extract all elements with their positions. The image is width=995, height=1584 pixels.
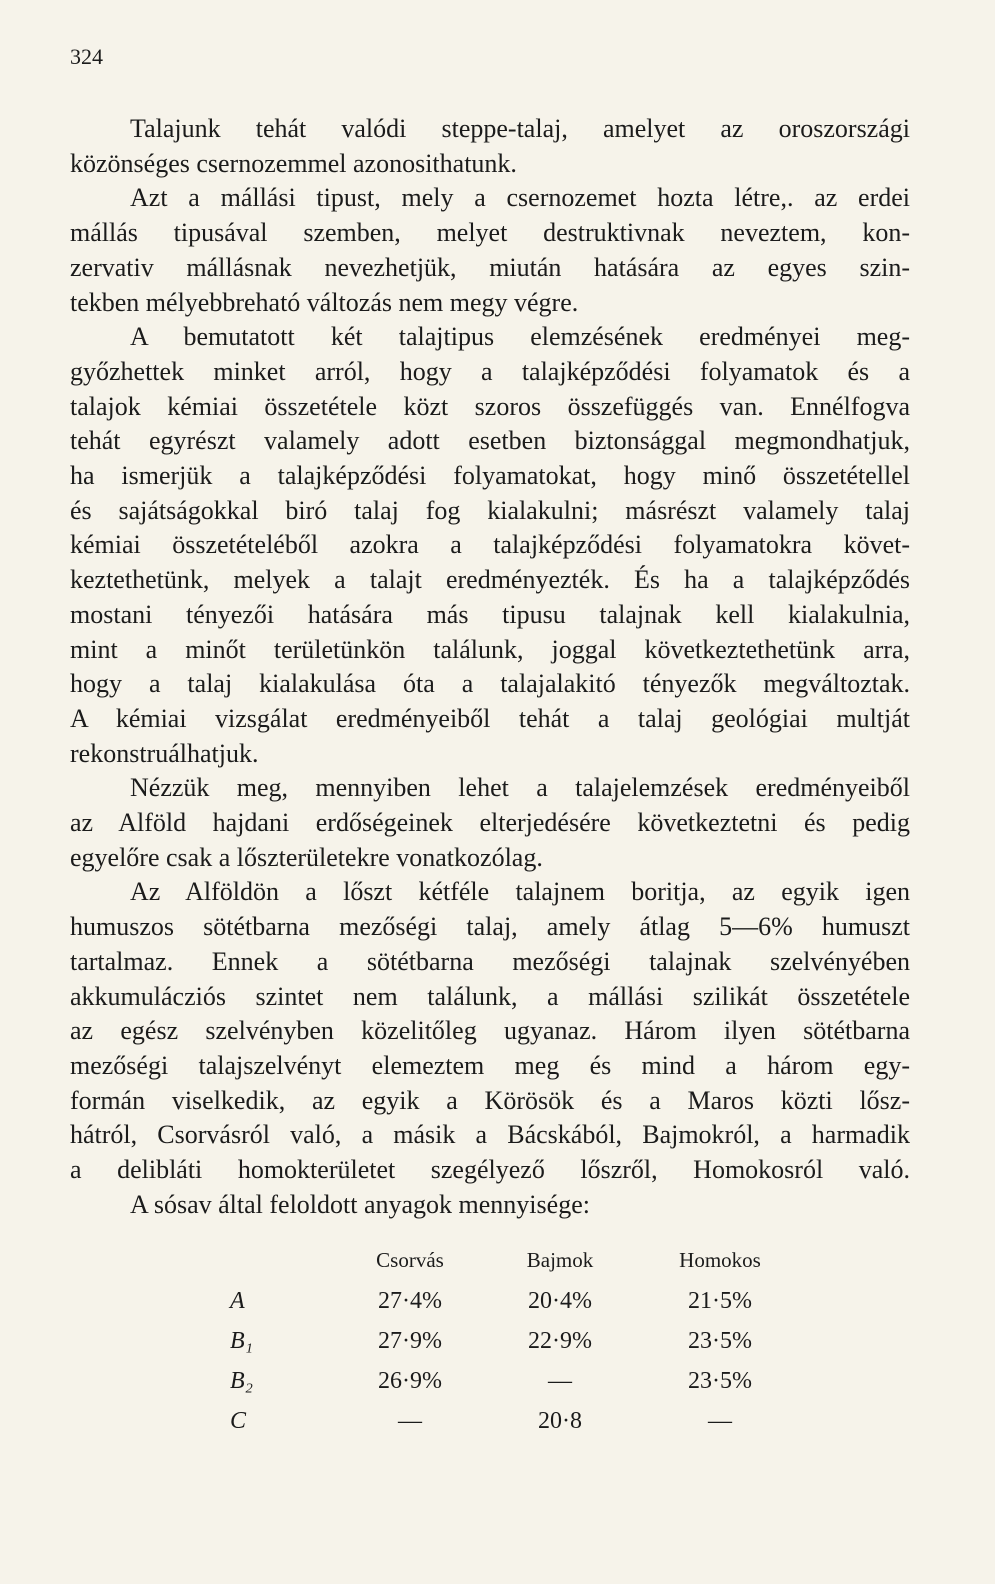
table-cell: 22·9% bbox=[528, 1328, 592, 1354]
text-line: ha ismerjük a talajképződési folyamatokat, hogy minő összetétellel bbox=[70, 461, 910, 491]
body-text bbox=[70, 112, 910, 1223]
table-cell: 20·8 bbox=[538, 1408, 582, 1434]
text-line: tartalmaz. Ennek a sötétbarna mezőségi talajnak szelvényében bbox=[70, 946, 910, 976]
text-line: rekonstruálhatjuk. bbox=[70, 738, 259, 768]
text-line: Talajunk tehát valódi steppe-talaj, amelyet az oroszországi bbox=[130, 114, 910, 143]
text-line: egyelőre csak a lőszterületekre vonatkozólag. bbox=[70, 842, 543, 872]
table-row bbox=[220, 1328, 780, 1368]
table-cell: A bbox=[230, 1288, 245, 1314]
text-line: Nézzük meg, mennyiben lehet a talajelemzések eredményeiből bbox=[130, 773, 910, 803]
table-cell: B₂ bbox=[230, 1368, 254, 1394]
text-line: A kémiai vizsgálat eredményeiből tehát a talaj geológiai multját bbox=[70, 703, 910, 733]
text-line: győzhettek minket arról, hogy a talajképződési folyamatok és a bbox=[70, 356, 910, 386]
table-cell: — bbox=[398, 1408, 422, 1434]
table-cell: — bbox=[548, 1368, 572, 1394]
text-line: mint a minőt területünkön találunk, joggal következtethetünk arra, bbox=[70, 634, 910, 664]
text-line: közönséges csernozemmel azonosithatunk. bbox=[70, 148, 517, 178]
text-line: formán viselkedik, az egyik a Körösök és a Maros közti lősz- bbox=[70, 1085, 910, 1115]
text-line: hogy a talaj kialakulása óta a talajalakitó tényezők megváltoztak. bbox=[70, 669, 910, 699]
text-line: tehát egyrészt valamely adott esetben biztonsággal megmondhatjuk, bbox=[70, 426, 910, 456]
table-cell: B₁ bbox=[230, 1328, 254, 1354]
table-cell: C bbox=[230, 1408, 247, 1434]
text-line: tekben mélyebbreható változás nem megy végre. bbox=[70, 287, 579, 317]
table-header-cell: Bajmok bbox=[526, 1248, 594, 1272]
table-row bbox=[220, 1408, 780, 1448]
text-line: zervativ mállásnak nevezhetjük, miután hatására az egyes szin- bbox=[70, 252, 910, 282]
table-cell: 23·5% bbox=[688, 1368, 752, 1394]
page-number: 324 bbox=[70, 44, 103, 69]
table-cell: 23·5% bbox=[688, 1328, 752, 1354]
table-cell: 21·5% bbox=[688, 1288, 752, 1314]
text-line: hátról, Csorvásról való, a másik a Bácskából, Bajmokról, a harmadik bbox=[70, 1120, 910, 1150]
table-cell: 27·4% bbox=[378, 1288, 442, 1314]
text-line: mállás tipusával szemben, melyet destruktivnak neveztem, kon- bbox=[70, 218, 910, 248]
text-line: az Alföld hajdani erdőségeinek elterjedésére következtetni és pedig bbox=[70, 808, 910, 838]
table-row bbox=[220, 1368, 780, 1408]
table-cell: — bbox=[708, 1408, 732, 1434]
table-cell: 26·9% bbox=[378, 1368, 442, 1394]
text-line: kémiai összetételéből azokra a talajképződési folyamatokra követ- bbox=[70, 530, 910, 560]
table-header-cell: Csorvás bbox=[376, 1248, 444, 1272]
text-line: humuszos sötétbarna mezőségi talaj, amely átlag 5—6% humuszt bbox=[70, 912, 910, 942]
text-line: az egész szelvényben közelitőleg ugyanaz. Három ilyen sötétbarna bbox=[70, 1016, 910, 1046]
text-line: Azt a mállási tipust, mely a csernozemet hozta létre,. az erdei bbox=[130, 183, 910, 213]
table-row bbox=[220, 1288, 780, 1328]
text-line: mezőségi talajszelvényt elemeztem meg és mind a három egy- bbox=[70, 1050, 910, 1080]
table-header-row bbox=[220, 1248, 780, 1288]
text-line: akkumulácziós szintet nem találunk, a mállási szilikát összetétele bbox=[70, 981, 910, 1011]
text-line: a delibláti homokterületet szegélyező lőszről, Homokosról való. bbox=[70, 1155, 910, 1185]
solubility-table bbox=[220, 1248, 780, 1448]
text-line: és sajátságokkal biró talaj fog kialakulni; másrészt valamely talaj bbox=[70, 495, 910, 525]
text-line: A bemutatott két talajtipus elemzésének eredményei meg- bbox=[130, 322, 910, 352]
text-line: Az Alföldön a lőszt kétféle talajnem boritja, az egyik igen bbox=[130, 877, 910, 907]
table-cell: 20·4% bbox=[528, 1288, 592, 1314]
text-line: mostani tényezői hatására más tipusu talajnak kell kialakulnia, bbox=[70, 599, 910, 629]
table-cell: 27·9% bbox=[378, 1328, 442, 1354]
text-line: A sósav által feloldott anyagok mennyisége: bbox=[130, 1189, 590, 1219]
text-line: keztethetünk, melyek a talajt eredményezték. És ha a talajképződés bbox=[70, 565, 910, 595]
text-line: talajok kémiai összetétele közt szoros összefüggés van. Ennélfogva bbox=[70, 391, 910, 421]
table-header-cell: Homokos bbox=[679, 1248, 761, 1272]
